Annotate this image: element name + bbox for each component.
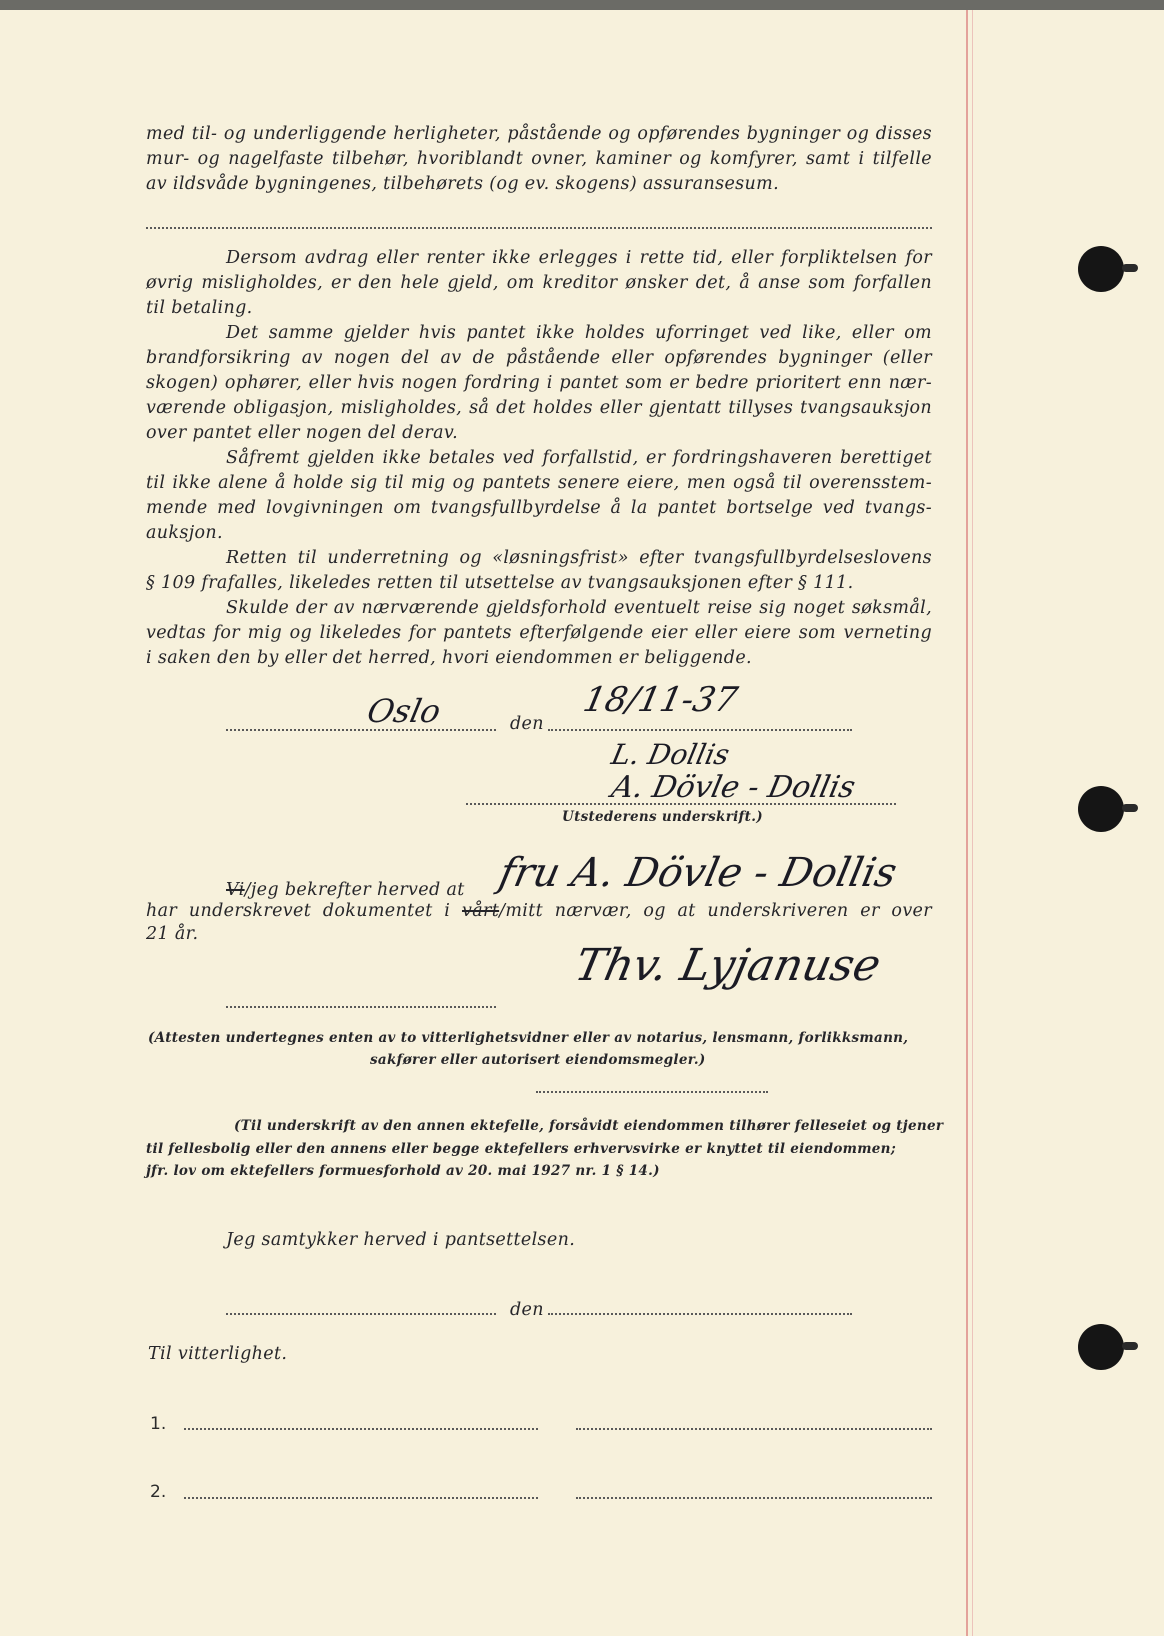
margin-line-secondary	[972, 10, 973, 1636]
witness-place-dotted-line	[226, 1006, 496, 1008]
struck-vart: vårt	[461, 901, 500, 921]
spouse-note-line-3: jfr. lov om ektefellers formuesforhold av 20. mai 1927 nr. 1 § 14.)	[146, 1163, 660, 1179]
para3-line: brandforsikring av nogen del av de påstående eller opførendes bygninger (eller	[146, 348, 932, 368]
para2-line: Dersom avdrag eller renter ikke erlegges i rette tid, eller forpliktelsen for	[226, 248, 932, 268]
punch-hole-icon	[1078, 246, 1124, 292]
handwritten-signature-issuer: A. Dövle - Dollis	[608, 770, 859, 805]
para5-line: § 109 frafalles, likeledes retten til utsettelse av tvangsauksjonen efter § 111.	[146, 573, 854, 593]
short-separator-dotted-line	[536, 1091, 768, 1093]
para1-line: av ildsvåde bygningenes, tilbehørets (og ev. skogens) assuransesum.	[146, 174, 779, 194]
handwritten-place: Oslo	[363, 692, 445, 730]
attest-line-3: 21 år.	[146, 924, 199, 944]
witness-2-address-dotted-line	[576, 1497, 932, 1499]
place-dotted-line	[226, 729, 496, 731]
attest-line-1	[226, 880, 465, 900]
para3-line: over pantet eller nogen del derav.	[146, 423, 458, 443]
date-den-label: den	[510, 714, 544, 734]
handwritten-witness-signature: Thv. Lyjanuse	[570, 940, 886, 991]
witness-1-signature-dotted-line	[184, 1428, 538, 1430]
witness-2-signature-dotted-line	[184, 1497, 538, 1499]
attest-line2-post: /mitt nærvær, og at underskriveren er over	[499, 901, 932, 921]
punch-hole-icon	[1078, 1324, 1124, 1370]
consent-den-label: den	[510, 1300, 544, 1320]
date-dotted-line	[548, 729, 852, 731]
handwritten-date: 18/11-37	[579, 680, 741, 720]
handwritten-signature-initial: L. Dollis	[608, 738, 733, 771]
issuer-caption: Utstederens underskrift.)	[562, 809, 763, 825]
para3-line: skogen) ophører, eller hvis nogen fordring i pantet som er bedre prioritert enn nær-	[146, 373, 932, 393]
para1-line: med til- og underliggende herligheter, påstående og opførendes bygninger og disses	[146, 124, 932, 144]
para2-line: til betaling.	[146, 298, 253, 318]
issuer-signature-dotted-line	[466, 803, 896, 805]
attest-line2-pre: har underskrevet dokumentet i	[146, 901, 462, 921]
spouse-note-line-1: (Til underskrift av den annen ektefelle, forsåvidt eiendommen tilhører felleseiet og tjener	[234, 1118, 944, 1134]
para6-line: i saken den by eller det herred, hvori eiendommen er beliggende.	[146, 648, 752, 668]
para1-line: mur- og nagelfaste tilbehør, hvoriblandt ovner, kaminer og komfyrer, samt i tilfelle	[146, 149, 932, 169]
witness-number-2: 2.	[150, 1482, 167, 1502]
attest-note-line-1: (Attesten undertegnes enten av to vitterlighetsvidner eller av notarius, lensmann, forlikksmann,	[148, 1030, 909, 1046]
consent-place-dotted-line	[226, 1313, 496, 1315]
margin-line	[966, 10, 968, 1636]
para3-line: værende obligasjon, misligholdes, så det holdes eller gjentatt tillyses tvangsauksjon	[146, 398, 932, 418]
document-page	[0, 10, 1164, 1636]
handwritten-attested-name: fru A. Dövle - Dollis	[495, 850, 901, 896]
para6-line: Skulde der av nærværende gjeldsforhold eventuelt reise sig noget søksmål,	[226, 598, 932, 618]
para5-line: Retten til underretning og «løsningsfrist» efter tvangsfullbyrdelseslovens	[226, 548, 932, 568]
attest-text: /jeg bekrefter herved at	[244, 880, 465, 900]
struck-vi: Vi	[226, 880, 245, 900]
consent-date-dotted-line	[548, 1313, 852, 1315]
witness-1-address-dotted-line	[576, 1428, 932, 1430]
para2-line: øvrig misligholdes, er den hele gjeld, om kreditor ønsker det, å anse som forfallen	[146, 273, 932, 293]
spouse-note-line-2: til fellesbolig eller den annens eller begge ektefellers erhvervsvirke er knyttet til eiendommen;	[146, 1141, 897, 1157]
punch-hole-icon	[1078, 786, 1124, 832]
witness-number-1: 1.	[150, 1414, 167, 1434]
witness-heading: Til vitterlighet.	[148, 1344, 288, 1364]
para4-line: Såfremt gjelden ikke betales ved forfallstid, er fordringshaveren berettiget	[226, 448, 932, 468]
attest-note-line-2: sakfører eller autorisert eiendomsmegler.)	[370, 1052, 706, 1068]
para3-line: Det samme gjelder hvis pantet ikke holdes uforringet ved like, eller om	[226, 323, 932, 343]
consent-text: Jeg samtykker herved i pantsettelsen.	[226, 1230, 576, 1250]
attest-line-2	[146, 901, 932, 921]
separator-dotted-line	[146, 227, 932, 229]
para4-line: auksjon.	[146, 523, 223, 543]
para4-line: til ikke alene å holde sig til mig og pantets senere eiere, men også til overensstem-	[146, 473, 932, 493]
para6-line: vedtas for mig og likeledes for pantets efterfølgende eier eller eiere som verneting	[146, 623, 932, 643]
para4-line: mende med lovgivningen om tvangsfullbyrdelse å la pantet bortselge ved tvangs-	[146, 498, 932, 518]
